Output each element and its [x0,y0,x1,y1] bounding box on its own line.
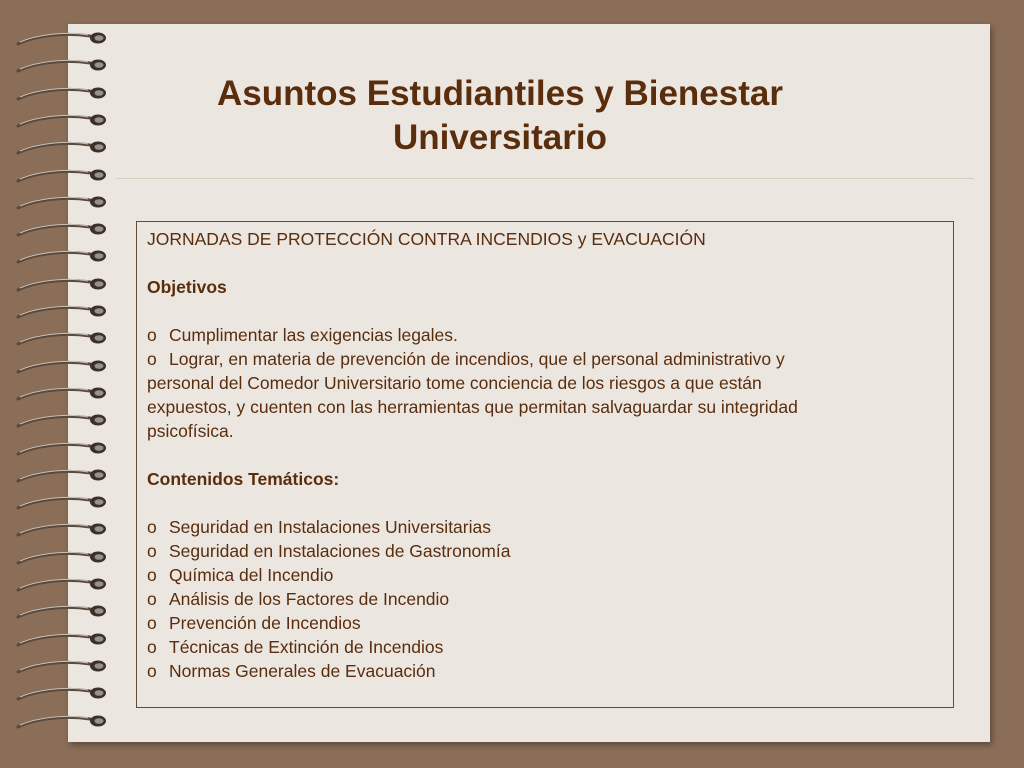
objectives-heading: Objetivos [147,277,227,297]
spiral-ring-icon [14,276,110,296]
topic-text: Prevención de Incendios [169,613,361,633]
title-line-2: Universitario [393,118,607,157]
bullet-mark: o [147,565,157,585]
content-text [147,227,937,683]
spiral-ring-icon [14,440,110,460]
spiral-ring-icon [14,358,110,378]
topics-heading: Contenidos Temáticos: [147,469,340,489]
spiral-ring-icon [14,549,110,569]
spiral-ring-icon [14,248,110,268]
list-item [147,635,937,659]
spiral-ring-icon [14,30,110,50]
list-item [147,539,937,563]
bullet-mark: o [147,325,157,345]
spiral-ring-icon [14,603,110,623]
spiral-ring-icon [14,494,110,514]
topic-text: Normas Generales de Evacuación [169,661,436,681]
objective-continuation: psicofísica. [147,421,234,441]
spiral-ring-icon [14,330,110,350]
bullet-mark: o [147,589,157,609]
objective-text: Lograr, en materia de prevención de incendios, que el personal administrativo y [169,349,785,369]
spiral-ring-icon [14,631,110,651]
list-item [147,659,937,683]
title-divider [116,178,974,179]
title-line-1: Asuntos Estudiantiles y Bienestar [217,74,783,113]
spiral-ring-icon [14,467,110,487]
section-heading: JORNADAS DE PROTECCIÓN CONTRA INCENDIOS y EVACUACIÓN [147,229,706,249]
spiral-ring-icon [14,167,110,187]
list-item [147,323,937,347]
page-title [100,72,900,160]
spiral-ring-icon [14,221,110,241]
list-item [147,611,937,635]
spiral-ring-icon [14,576,110,596]
bullet-mark: o [147,661,157,681]
spiral-ring-icon [14,139,110,159]
spiral-ring-icon [14,303,110,323]
spiral-ring-icon [14,685,110,705]
topic-text: Seguridad en Instalaciones de Gastronomía [169,541,511,561]
bullet-mark: o [147,541,157,561]
topic-text: Seguridad en Instalaciones Universitarias [169,517,491,537]
spiral-ring-icon [14,112,110,132]
spiral-ring-icon [14,713,110,733]
objective-text: Cumplimentar las exigencias legales. [169,325,458,345]
list-item [147,587,937,611]
spiral-ring-icon [14,412,110,432]
bullet-mark: o [147,637,157,657]
spiral-ring-icon [14,658,110,678]
spiral-ring-icon [14,85,110,105]
topic-text: Química del Incendio [169,565,334,585]
list-item [147,347,937,371]
spiral-binding [0,0,68,768]
objective-continuation: personal del Comedor Universitario tome conciencia de los riesgos a que están [147,373,762,393]
spiral-ring-icon [14,194,110,214]
spiral-ring-icon [14,385,110,405]
bullet-mark: o [147,613,157,633]
list-item [147,563,937,587]
topic-text: Técnicas de Extinción de Incendios [169,637,444,657]
bullet-mark: o [147,349,157,369]
list-item [147,515,937,539]
objective-continuation: expuestos, y cuenten con las herramientas que permitan salvaguardar su integridad [147,397,798,417]
spiral-ring-icon [14,521,110,541]
bullet-mark: o [147,517,157,537]
spiral-ring-icon [14,57,110,77]
topic-text: Análisis de los Factores de Incendio [169,589,450,609]
